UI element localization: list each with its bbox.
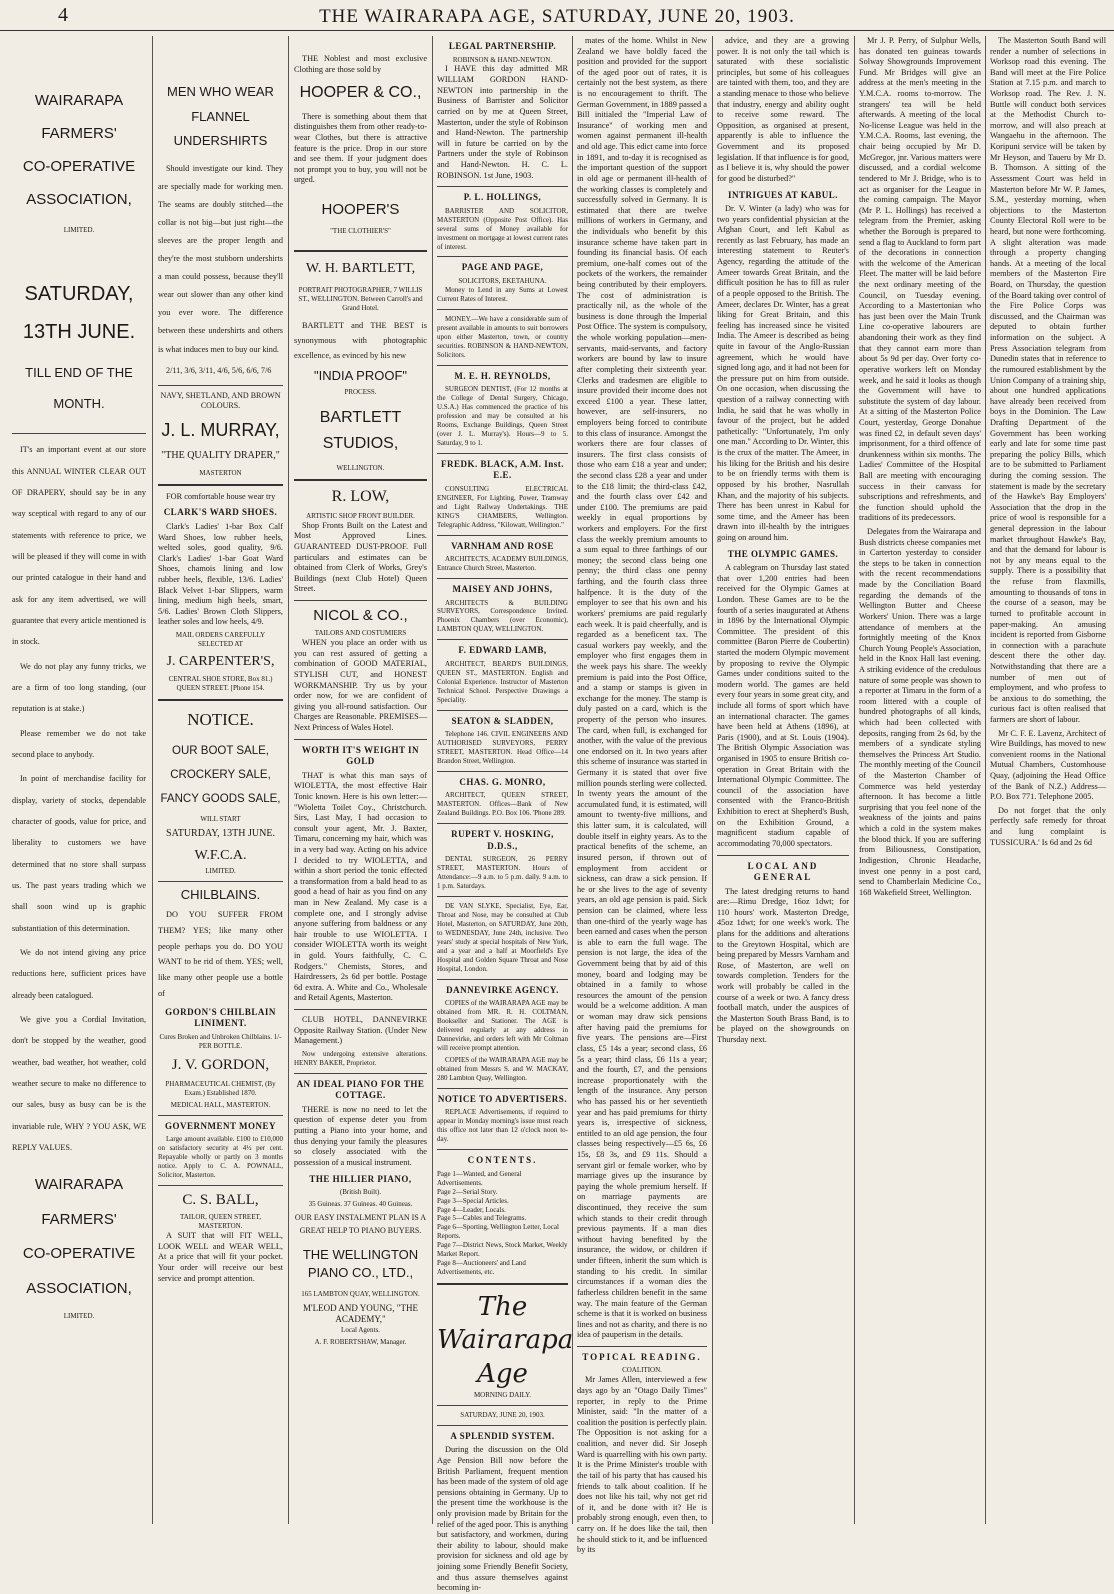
sale-date: SATURDAY, 13TH JUNE.: [22, 282, 136, 343]
leader-title: A SPLENDID SYSTEM.: [450, 1430, 555, 1441]
page-number: 4: [58, 4, 68, 26]
carpenter-firm: J. CARPENTER'S,: [166, 654, 275, 669]
limited-label: LIMITED.: [63, 226, 95, 234]
column-3-ads: THE Noblest and most exclusive Clothing are those sold by HOOPER & CO., There is something about them that distinguishes them from other ready-to-wear Clothes, but there is attractive feature is the price. Drop in our store and see them. If your judgment does not prompt you to buy, you will not be urged. HOOPER'S "THE CLOTHIER'S" W. H. BARTLETT, PORTRAIT PHOTOGRAPHER, 7 WILLIS ST., WELLINGTON. Between Carroll's and Grand Hotel. BARTLETT and THE BEST is synonymous with photographic excellence, as evinced by his new "INDIA PROOF" PROCESS. BARTLETT STUDIOS, WELLINGTON. R. LOW, ARTISTIC SHOP FRONT BUILDER. Shop Fronts Built on the Latest and Most Approved Lines. GUARANTEED DUST-PROOF. Full particulars and estimates can be obtained from Clerk of Works, Grey's Buildings (next Club Hotel) Queen Street. NICOL & CO., TAILORS AND COSTUMIERS WHEN you place an order with us you can rest assured of getting a combination of GOOD MATERIAL, STYLISH CUT, and HONEST WORKMANSHIP. Try us by your order now, for we are confident of giving you all-round satisfaction. Our Charges are Reasonable. PREMISES—Next Princess of Wales Hotel. WORTH IT'S WEIGHT IN GOLD THAT is what this man says of WIOLETTA, the most effective Hair Tonic known. Here is his own letter:— "Wioletta Toilet Coy., Christchurch. Sirs, Last May, I had occasion to consult your agent, Mr. J. Baxter, Timaru, concerning my hair, which was in a very bad way. Acting on his advice I decided to try WIOLETTA, and within a short period the tonic effected a transformation from a bald head to as good a head of hair as you find on any man in New Zealand. My case is a complete one, and I strongly advise anyone suffering from baldness or any hair trouble to use WIOLETTA. I consider WIOLETTA worth its weight in gold. Yours faithfully, C. C. Rodgers." Chemists, Stores, and Hairdressers, 2s 6d per bottle. Postage 6d extra. A. White and Co., Wholesale and Retail Agents, Masterton. CLUB HOTEL, DANNEVIRKE Opposite Railway Station. (Under New Management.) Now undergoing extensive alterations. HENRY BAKER, Proprietor. AN IDEAL PIANO FOR THE COTTAGE. THERE is now no need to let the question of expense deter you from putting a Piano into your home, and thus denying your family the pleasures so closely associated with the possession of a musical instrument. THE HILLIER PIANO, (British Built). 35 Guineas. 37 Guineas. 40 Guineas. OUR EASY INSTALMENT PLAN IS A GREAT HELP TO PIANO BUYERS. THE WELLINGTON PIANO CO., LTD., 165 LAMBTON QUAY, WELLINGTON. M'LEOD AND YOUNG, "THE ACADEMY," Local Agents. A. F. ROBERTSHAW, Manager.: [294, 54, 427, 1346]
undershirts-title: MEN WHO WEAR FLANNEL UNDERSHIRTS: [167, 84, 274, 149]
clarks-shoes-title: CLARK'S WARD SHOES.: [163, 507, 278, 518]
newspaper-title: THE WAIRARAPA AGE, SATURDAY, JUNE 20, 1903.: [319, 6, 795, 27]
paper-nameplate: The Wairarapa Age: [437, 1292, 574, 1389]
olympic-title: THE OLYMPIC GAMES.: [727, 548, 839, 559]
list-item: Page 4—Leader, Locals.: [437, 1205, 506, 1214]
undershirts-body: Should investigate our kind. They are specially made for working men. The seams are doubly stitched—the collar is not big—but just right—the sleeves are the proper length and they're the most stubborn undershirts a man could possess, because they'll wear out slower than any other kind you ever wore. The difference between these undershirts and others is what induces men to buy our kind. 2/11, 3/6, 3/11, 4/6, 5/6, 6/6, 7/6: [158, 164, 283, 375]
gordon-firm: J. V. GORDON,: [171, 1056, 270, 1073]
bartlett-firm: W. H. BARTLETT,: [305, 261, 416, 277]
murray-firm: J. L. MURRAY,: [161, 420, 280, 441]
list-item: Page 5—Cables and Telegrams.: [437, 1214, 527, 1223]
column-rule: [985, 36, 986, 1524]
column-rule: [152, 36, 153, 1524]
pension-article: mates of the home. Whilst in New Zealand we have boldly faced the position and provided for the support of the aged poor out of rates, it is certainly not the best system, as there is no encouragement to thrift. The German Government, in 1889 passed a Bill initialed the "Imperial Law of Insurance" of working men and women against permanent ill-health and old age. This edict came into force in 1891, and to-day it is recognised as the important question of the support in old age or permanent ill-health of the working classes is completely and successfully solved in Germany. It is estimated that there are twelve millions of workers in Germany, and the individuals who benefit by this insurance scheme have taken part in founding its financial basis. Of each premium, one-half comes out of the pockets of the workers, the remainder being contributed by their employers. The cost of administration is practically nil, as the whole of the business is done through the Imperial Post Office. The system is compulsory, the whole working population—men-servants, maid-servants, and factory workers are bound by law to insure after completing their sixteenth year. Clerks and tradesmen are eligible to insure provided their income does not exceed £100 a year. These latter, however, are self-insurers, no employers being forced to contribute to this class of insurance. Amongst the workers there are four classes of insurers. The first class consists of those who earn £18 a year and under; the second class £28 a year and under to the £18 limit; the third-class £42, and the fourth class over £42 and under £100. The premiums are paid weekly in equal proportions by workers and employers. For the first class the weekly premium amounts to a sum equal to three farthings of our money; the second class being one penny; the third class one penny farthing, and the fourth class three halfpence. It is the duty of the employer to see that his own and his workers' premiums are paid regularly each week. It is paid cheerfully, and is regarded as a beneficent tax. The casual workers pay weekly, and the employer who first engages them in the week pays his share. The weekly premium is paid into the Post Office, and a stamp or stamps is given in exchange for the money. The stamp is duly pasted on a card, which is the property of the person who insures. The card, when full, is exchanged for another, with the value of the previous one endorsed on it. In two years after this scheme of insurance was started in Germany it is stated that over five million pounds sterling were collected. In twenty years the amount of the accumulated fund, it is estimated, will amount to twenty-five millions, and this latter sum, it is calculated, will double itself in eighty years. As to the practical benefits of the scheme, an insured person, if thrown out of employment from accident or sickness, can draw a sick pension. If he or she lives to the age of seventy years, an old age pension is paid. Sick pension can be claimed, where less than one-third of the yearly wage has been earned and cases when the person is able to earn the full wage. The pension is not large, the idea of the Government being that by aid of this money, board and lodging may be obtained in a family to whose resources the amount of the pension would be a welcome addition. A man or woman may draw sick pensions after having paid the premiums for five years. The pensions are—First class, £5 14s a year; second class, £6 5s a year; third class, £6 11s a year; and the fourth, £7, and the pensions increase proportionately with the length of the insurance. Any person who has passed his or her seventieth year and has paid premiums for thirty years is, irrespective of sickness, entitled to an old age pension, the four classes being respectively—£5 6s, £6 15s, £8 3s, and £9 11s. Should a servant girl or female worker, who by marriage gives up the insurance by paying the whole premium herself. If on marriage payments are discontinued, they receive the sum which stands to their credit through previous payments. If a man dies without having benefited by the insurance, the widow, or children if under fifteen, inherit the sum which is standing to his credit. In similar circumstances if a woman dies the fatherless children benefit in the same way. The main feature of the German scheme is that it is worked on business lines and not as charity, and there is no idea of pauperism in the details.: [577, 36, 707, 1340]
column-6-article: advice, and they are a growing power. It is not only the tail which is saturated with these socialistic principles, but some of his colleagues are tainted with them, too, and they are a standing menace to those who believe that industry, energy and ability ought to receive some reward. The Opposition, as organised at present, apparently is able to influence the Government and its proposed legislation. If that influence is for good, as I believe it is, why should the power for good be disturbed?" INTRIGUES AT KABUL. Dr. V. Winter (a lady) who was for two years confidential physician at the Afghan Court, and left Kabul as recently as last February, has made an interesting statement to Reuter's Agency, regarding the attitude of the Ameer towards Great Britain, and the difficult position he has to fill as ruler of a people opposed to the British. The Ameer, declares Dr. Winter, has a great liking for Great Britain, and this feeling has increased since he visited India. The Ameer is described as being quite in favour of the Anglo-Russian agreement, which he would have signed long ago, and it had not been for the pressure put on him from outside. On one occasion, when discussing the question of a railway connecting with India, he said that he was wholly in favour of the project, but he added pathetically: "Unfortunately, I'm only one man." According to Dr. Winter, this is the crux of the matter. The Ameer, in his liking for the British and his desire to be on friendly terms with them is opposed by his brother, Nasrullah Khan, and the majority of his subjects. There has been unrest in Kabul for some time, and the Ameer has been drawn into ill-health by the intrigues going on around him. THE OLYMPIC GAMES. A cablegram on Thursday last stated that over 1,200 entries had been received for the Olympic Games at London. These Games are to be the fourth of a series inaugurated at Athens in 1896 by the International Olympic Committee. The president of this committee (Baron Pierre de Coubertin) started the modern Olympic movement by proposing to revive the Olympic Games under conditions suited to the modern world. The games are held every four years in some great city, and include all forms of sport which have an international character. The games have been held at Athens (1896), at Paris (1900), and at St. Louis (1904). The British Olympic Association was organised in 1905 to ensure British co-operation in Great Britain with the International Olympic Committee. The council of the association have consented with the Franco-British Exhibition to erect at Shepherd's Bush, on the Exhibition Ground, a magnificent stadium capable of accommodating 70,000 spectators. LOCAL AND GENERAL The latest dredging returns to hand are:—Rimu Dredge, 16oz 1dwt; for 110 hours' work. Masterton Dredge, 45oz 1dwt; for one week's work. The plans for the additions and alterations to the Greytown Hospital, which are being prepared by Messrs Varnham and Rose, of Masterton, are well on towards completion. Tenders for the work will probably be called in the course of a week or two. A fancy dress football match, under the auspices of the Masterton South Brass Band, is to be played on the showgrounds on Thursday next.: [717, 36, 849, 1045]
column-rule: [712, 36, 713, 1524]
column-rule: [572, 36, 573, 1524]
contents-list: [437, 1170, 568, 1277]
org-line: FARMERS': [41, 125, 117, 142]
chilblains-title: CHILBLAINS.: [180, 886, 261, 902]
column-4-notices: LEGAL PARTNERSHIP. ROBINSON & HAND-NEWTON. I HAVE this day admitted MR WILLIAM GORDON HAND-NEWTON into partnership in the Business of Barrister and Solicitor carried on by me at Queen Street, Masterton, under the style of Robinson and Hand-Newton. The partnership will in future be carried on by the Partners under the style of Robinson and Hand-Newton. H. C. L. ROBINSON. 1st June, 1903. P. L. HOLLINGS, BARRISTER AND SOLICITOR, MASTERTON (Opposite Post Office). Has several sums of Money available for investment on mortgage at lowest current rates of interest. PAGE AND PAGE, SOLICITORS, EKETAHUNA. Money to Lend in any Sums at Lowest Current Rates of Interest. MONEY.—We have a considerable sum of present available in amounts to suit borrowers upon either Masterton, town, or country securities. ROBINSON & HAND-NEWTON, Solicitors. M. E. H. REYNOLDS, SURGEON DENTIST, (For 12 months at the College of Dental Surgery, Chicago, U.S.A.) Has commenced the practice of his profession and may be consulted at his Rooms, Exchange Buildings, Queen Street (over J. L. Murray's). Hours—9 to 5. Saturday, 9 to 1. FREDK. BLACK, A.M. Inst. E.E. CONSULTING ELECTRICAL ENGINEER, For Lighting, Power, Tramway and Light Railway Undertakings. THE KING'S CHAMBERS, Wellington. Telegraphic Address, "Kilowatt, Wellington." VARNHAM AND ROSE ARCHITECTS, ACADEMY BUILDINGS, Entrance Church Street, Masterton. MAISEY AND JOHNS, ARCHITECTS & BUILDING SURVEYORS, Correspondence Invited. Phoenix Chambers (over Economic), LAMBTON QUAY, WELLINGTON. F. EDWARD LAMB, ARCHITECT, BEARD'S BUILDINGS, QUEEN ST., MASTERTON. English and Colonial Experience. Instructor of Masterton Technical School. Perspective Drawings a Speciality. SEATON & SLADDEN, Telephone 146. CIVIL ENGINEERS AND AUTHORISED SURVEYORS, PERRY STREET, MASTERTON. Head Office—14 Brandon Street, Wellington. CHAS. G. MONRO, ARCHITECT, QUEEN STREET, MASTERTON. Offices—Bank of New Zealand Buildings. P.O. Box 106. 'Phone 289. RUPERT V. HOSKING, D.D.S., DENTAL SURGEON, 26 PERRY STREET, MASTERTON. Hours of Attendance:—9 a.m. to 5 p.m. daily. 9 a.m. to 1 p.m. Saturdays. DE VAN SLYKE, Specialist, Eye, Ear, Throat and Nose, may be consulted at Club Hotel, Masterton, on SATURDAY, June 20th, to WEDNESDAY, June 24th, inclusive. Two years' study at special hospitals of New York, and a year and a half at Moorfield's Eye Hospital and Golden Square Throat and Nose Hospital, London. DANNEVIRKE AGENCY. COPIES of the WAIRARAPA AGE may be obtained from MR. R. H. COLTMAN, Bookseller and Stationer. The AGE is delivered regularly at any address in Dannevirke, and orders left with Mr Coltman will receive prompt attention. COPIES of the WAIRARAPA AGE may be obtained from Messrs S. and W. MACKAY, 280 Lambton Quay, Wellington. NOTICE TO ADVERTISERS. REPLACE Advertisements, if required to appear in Monday morning's issue must reach this office not later than 12 o'clock noon to-day. CONTENTS. Page 1—Wanted, and General Advertisements. Page 2—Serial Story. Page 3—Special Articles. Page 4—Leader, Locals. Page 5—Cables and Telegrams. Page 6—Sporting, Wellington Letter, Local Reports. Page 7—District News, Stock Market, Weekly Market Report. Page 8—Auctioneers' and Land Advertisements, etc. The Wairarapa Age MORNING DAILY. SATURDAY, JUNE 20, 1903. A SPLENDID SYSTEM. During the discussion on the Old Age Pension Bill now before the British Parliament, frequent mention has been made of the system of old age pensions obtaining in Germany. Up to the present time the workhouse is the only provision made by Britain for the relief of the aged poor. This is anything but satisfactory, and workmen, during their ability to labour, should make provision for sickness and old age by joining some Friendly Benefit Society, and thus assure themselves against becoming in-: [437, 41, 574, 1593]
wfca-body: IT's an important event at our store this ANNUAL WINTER CLEAR OUT OF DRAPERY, should say be in any way sceptical with regard to any of our statements with reference to price, we will be pleased if they will come in with our printed catalogue in their hand and ask for any item advertised, we will guarantee that every article mentioned is in stock. We do not play any funny tricks, we are a firm of too long standing, (our reputation is at stake.) Please remember we do not take second place to anybody. In point of merchandise facility for display, variety of stocks, dependable character of goods, value for price, and liberality to customers we have determined that no store shall surpass us. The past years trading which we shall soon wind up is graphic substantiation of this determination. We do not intend giving any price reductions here, sufficient prices have already been catalogued. We give you a Cordial Invitation, don't be stopped by the weather, good weather, bad weather, hot weather, cold weather secure to make no difference to our sales, busy as busy can be is the invariable rule, WHY ? YOU ASK, WE REPLY VALUES.: [12, 445, 146, 1152]
hooper-firm: HOOPER & CO.,: [299, 84, 422, 102]
org-line: ASSOCIATION,: [26, 191, 132, 208]
list-item: Page 7—District News, Stock Market, Weekly Market Report.: [437, 1241, 568, 1259]
column-1-wfca-ad: WAIRARAPA FARMERS' CO-OPERATIVE ASSOCIATION, LIMITED. SATURDAY, 13TH JUNE. TILL END OF THE MONTH. IT's an important event at our store this ANNUAL WINTER CLEAR OUT OF DRAPERY, should say be in any way sceptical with regard to any of our statements with reference to price, we will be pleased if they will come in with our printed catalogue in their hand and ask for any item advertised, we will guarantee that every article mentioned is in stock. We do not play any funny tricks, we are a firm of too long standing, (our reputation is at stake.) Please remember we do not take second place to anybody. In point of merchandise facility for display, variety of stocks, dependable character of goods, value for price, and liberality to customers we have determined that no store shall surpass us. The past years trading which we shall soon wind up is graphic substantiation of this determination. We do not intend giving any price reductions here, sufficient prices have already been catalogued. We give you a Cordial Invitation, don't be stopped by the weather, good weather, bad weather, hot weather, cold weather secure to make no difference to our sales, busy as busy can be is the invariable rule, WHY ? YOU ASK, WE REPLY VALUES. WAIRARAPA FARMERS' CO-OPERATIVE ASSOCIATION, LIMITED.: [12, 36, 146, 1526]
list-item: Page 2—Serial Story.: [437, 1187, 498, 1196]
local-general-title: LOCAL AND GENERAL: [747, 860, 819, 883]
column-7-locals: Mr J. P. Perry, of Sulphur Wells, has donated ten guineas towards Solway Showgrounds Improvement Fund. Mr Bridges will give an address at the men's meeting in the Y.M.C.A. rooms to-morrow. The strangers' tea will be held afterwards. A meeting of the local No-license League was held in the Y.M.C.A. Rooms, last evening, the chair being occupied by Mr D. McGregor, jnr. Various matters were discussed, and a cordial welcome tendered to Mr J. Bridge, who is to act as organiser for the League in the coming campaign. The Mayor (Mr P. L. Hollings) has received a telegram from the Premier, asking whether the Borough is prepared to send a flag to Auckland to form part of the decorations in connection with the welcome of the American Fleet. The matter will be laid before the next ordinary meeting of the Council, on Tuesday evening. According to a Mastertonian who has just been over the Main Trunk Line co-operative labourers are abandoning their work as they find that they cannot earn more than about 5s 9d per day. Over forty co-operative workers left on Monday week, and he said it looks as though the Government will have to substitute the system of day labour. At a sitting of the Masterton Police Court, yesterday, George Donahue was fined £2, in default seven days' imprisonment, for a third offence of drunkenness within six months. The Ladies' Committee of the Hospital Ball are meeting with encouraging success in their canvass for subscriptions and refreshments, and the function should uphold the traditions of its predecessors. Delegates from the Wairarapa and Bush districts cheese companies met in Carterton yesterday to consider the steps to be taken in connection with the recent recommendations made by the Conciliation Board regarding the demands of the Wellington Butter and Cheese Workers' Union. There was a large attendance of members at the fortnightly meeting of the Knox Church Young People's Association, held in the Knox Hall last evening. A striking evidence of the credulous nature of some people was shown to a reporter at Timaru in the form of a room littered with a couple of hundred photographs of all kinds, which had been collected with deposits, ranging from 2s 6d, by the members of a syndicate styling themselves the Princess Art Studio. The monthly meeting of the Council of the Masterton Chamber of Commerce was held yesterday afternoon. It has become a little surprising that you feel none of the weakness of the joints and pains which a cold in the system makes the blood thick. If you are suffering from Biliousness, Constipation, Indigestion, Chronic Headache, invest one penny in a post card, send to Chamberlain Medicine Co., 168 Wakefield Street, Wellington.: [859, 36, 981, 897]
column-8-locals: The Masterton South Band will render a number of selections in Worksop road this evening. The Band will meet at the Fire Police Station at 7.15 p.m. and march to Worksop road. The Rev. J. N. Buttle will conduct both services at the Methodist Church to-morrow, and will also preach at Wangaehu in the afternoon. The Koripuni service will be taken by Mr Heyson, and Taueru by Mr D. B. Thomson. A sitting of the Assessment Court was held in Masterton before Mr W. P. James, S.M., yesterday morning, when objections to the Masterton County Electoral Roll were to be heard, but none were forthcoming. A slight alteration was made through a property changing hands. At a meeting of the local members of the Masterton Fire Board, on Thursday, the question of the Board taking over control of the Fire Police Corps was discussed, and the Chairman was deputed to obtain further information on the subject. A Press Association telegram from Dunedin states that in reference to the rumoured establishment by the Union Company of a training ship, about one hundred applications have already been received from boys in the Dominion. The Law Drafting Department of the Government has been working early and late for some time past preparing the policy Bills, which are to be submitted to Parliament during the coming session. The statement is made by the secretary of the Hawke's Bay Employers' Association that the drop in the price of wool is responsible for a general depression in the labour market throughout Hawke's Bay, and that the demand for labour is not by any means equal to the supply. There is a possibility that the refuse from flaxmills, amounting to thousands of tons in the course of a season, may be turned to profitable account in paper-making. An amusing incident is reported from Gisborne in connection with a parachute descent there the other day. Notwithstanding that there are a number of men out of employment, and who profess to be anxious to do something, the curious fact is often realised that farmers are short of labour. Mr C. F. E. Lavenz, Architect of Wire Buildings, has moved to new convenient rooms in the National Mutual Chambers, Customhouse Quay, (adjoining the Head Office of the Bank of N.Z.) Address—P.O. Box 771. Telephone 2005. Do not forget that the only perfectly safe remedy for throat and lung complaint is TUSSICURA.' Is 6d and 2s 6d: [990, 36, 1106, 847]
kabul-title: INTRIGUES AT KABUL.: [728, 189, 838, 200]
list-item: Page 8—Auctioneers' and Land Advertisements, etc.: [437, 1259, 526, 1277]
legal-partnership-title: LEGAL PARTNERSHIP.: [448, 41, 557, 51]
org-line: CO-OPERATIVE: [22, 158, 136, 175]
list-item: Page 6—Sporting, Wellington Letter, Local Reports.: [437, 1223, 559, 1241]
notice-title: NOTICE.: [187, 709, 254, 729]
wfca-footer: WAIRARAPA FARMERS' CO-OPERATIVE ASSOCIATION,: [22, 1176, 136, 1297]
hillier-piano: THE HILLIER PIANO,: [309, 1173, 412, 1184]
masthead: [0, 0, 1114, 31]
column-rule: [432, 36, 433, 1524]
wfca-header: [12, 84, 146, 216]
column-2-ads: MEN WHO WEAR FLANNEL UNDERSHIRTS Should investigate our kind. They are specially made for working men. The seams are doubly stitched—the collar is not big—but just right—the sleeves are the proper length and they're the most stubborn undershirts a man could possess, because they'll wear out slower than any other kind you ever wore. The difference between these undershirts and others is what induces men to buy our kind. 2/11, 3/6, 3/11, 4/6, 5/6, 6/6, 7/6 NAVY, SHETLAND, AND BROWN COLOURS. J. L. MURRAY, "THE QUALITY DRAPER," MASTERTON FOR comfortable house wear try CLARK'S WARD SHOES. Clark's Ladies' 1-bar Box Calf Ward Shoes, low rubber heels, welted soles, good quality, 9/6. Clark's Ladies' 1-bar Goat Ward Shoes, chamois lining and low rubber heels, flexible, 13/6. Ladies' Black Velvet 1-bar Slippers, warm lining, medium high heels, smart, 5/6. Ladies' Brown Cloth Slippers, leather soles and low heels, 4/9. MAIL ORDERS CAREFULLY SELECTED AT J. CARPENTER'S, CENTRAL SHOE STORE, Box 81.) QUEEN STREET. [Phone 154. NOTICE. OUR BOOT SALE, CROCKERY SALE, FANCY GOODS SALE, WILL START SATURDAY, 13TH JUNE. W.F.C.A. LIMITED. CHILBLAINS. DO YOU SUFFER FROM THEM? YES; like many other people perhaps you do. DO YOU WANT to be rid of them. YES; well, like many other people use a bottle of GORDON'S CHILBLAIN LINIMENT. Cures Broken and Unbroken Chilblains. 1/- PER BOTTLE. J. V. GORDON, PHARMACEUTICAL CHEMIST, (By Exam.) Established 1870. MEDICAL HALL, MASTERTON. GOVERNMENT MONEY Large amount available. £100 to £10,000 on satisfactory security at 4½ per cent. Repayable wholly or partly on 3 months notice. Apply to C. A. POWNALL, Solicitor, Masterton. C. S. BALL, TAILOR, QUEEN STREET, MASTERTON. A SUIT that will FIT WELL, LOOK WELL and WEAR WELL, At a price that will fit your pocket. Your order will receive our best service and prompt attention.: [158, 36, 283, 1526]
wioletta-title: WORTH IT'S WEIGHT IN GOLD: [301, 744, 420, 767]
low-firm: R. LOW,: [331, 488, 390, 506]
topical-reading-title: TOPICAL READING.: [582, 1351, 702, 1362]
ball-firm: C. S. BALL,: [182, 1191, 259, 1208]
column-rule: [288, 36, 289, 1524]
bartlett-studios: BARTLETT STUDIOS,: [319, 409, 402, 452]
list-item: Page 1—Wanted, and General Advertisements.: [437, 1169, 522, 1187]
sale-list: OUR BOOT SALE, CROCKERY SALE, FANCY GOODS SALE,: [160, 744, 281, 805]
column-5-article: mates of the home. Whilst in New Zealand we have boldly faced the position and provided for the support of the aged poor out of rates, it is certainly not the best system, as there is no encouragement to thrift. The German Government, in 1889 passed a Bill initialed the "Imperial Law of Insurance" of working men and women against permanent ill-health and old age. This edict came into force in 1891, and to-day it is recognised as the important question of the support in old age or permanent ill-health of the working classes is completely and successfully solved in Germany. It is estimated that there are twelve millions of workers in Germany, and the individuals who benefit by this insurance scheme have taken part in founding its financial basis. Of each premium, one-half comes out of the pockets of the workers, the remainder being contributed by their employers. The cost of administration is practically nil, as the whole of the business is done through the Imperial Post Office. The system is compulsory, the whole working population—men-servants, maid-servants, and factory workers are bound by law to insure after completing their sixteenth year. Clerks and tradesmen are eligible to insure provided their income does not exceed £100 a year. These latter, however, are self-insurers, no employers being forced to contribute to this class of insurance. Amongst the workers there are four classes of insurers. The first class consists of those who earn £18 a year and under; the second class £28 a year and under to the £18 limit; the third-class £42, and the fourth class over £42 and under £100. The premiums are paid weekly in equal proportions by workers and employers. For the first class the weekly premium amounts to a sum equal to three farthings of our money; the second class being one penny; the third class one penny farthing, and the fourth class three halfpence. It is the duty of the employer to see that his own and his workers' premiums are paid regularly each week. It is paid cheerfully, and is regarded as a beneficent tax. The casual workers pay weekly, and the employer who first engages them in the week pays his share. The weekly premium is paid into the Post Office, and a stamp or stamps is given in exchange for the money. The stamp is duly pasted on a card, which is the property of the person who insures. The card, when full, is exchanged for another, with the value of the previous one endorsed on it. In two years after this scheme of insurance was started in Germany it is stated that over five million pounds sterling were collected. In twenty years the amount of the accumulated fund, it is estimated, will amount to twenty-five millions, and this latter sum, it is calculated, will double itself in eighty years. As to the practical benefits of the scheme, an insured person, if thrown out of employment from accident or sickness, can draw a sick pension. If he or she lives to the age of seventy years, an old age pension is paid. Sick pension can be claimed, where less than one-third of the yearly wage has been earned and cases when the person is able to earn the full wage. The pension is not large, the idea of the Government being that by aid of this money, board and lodging may be obtained in a family to whose resources the amount of the pension would be a welcome addition. A man or woman may draw sick pensions after having paid the premiums for five years. The pensions are—First class, £5 14s a year; second class, £6 5s a year; third class, £6 11s a year; and the fourth, £7, and the pensions increase proportionately with the length of the insurance. Any person who has passed his or her seventieth year and has paid premiums for thirty years is, irrespective of sickness, entitled to an old age pension, the four classes being respectively—£5 6s, £6 15s, £8 3s, and £9 11s. Should a servant girl or female worker, who by marriage gives up the insurance by paying the whole premium herself. If on marriage payments are discontinued, they receive the sum which stands to their credit through previous payments. If a man dies without having benefited by the insurance, the widow, or children if under fifteen, inherit the sum which is standing to his credit. In similar circumstances if a woman dies the fatherless children benefit in the same way. The main feature of the German scheme is that it is worked on business lines and not as charity, and there is no idea of pauperism in the details. TOPICAL READING. COALITION. Mr James Allen, interviewed a few days ago by an "Otago Daily Times" reporter, in reply to the Prime Minister, said: "In the matter of a coalition the position is perfectly plain. The Opposition is not asking for a coalition, and never did. Sir Joseph Ward is quarrelling with his own party. It is the Prime Minister's trouble with the tail of his party that has caused his friends to talk about coalition. If he does not like his tail, why not get rid of it, and be done with it? He is probably strong enough, even then, to carry on. If he does like the tail, then he should stick to it, and be influenced by its: [577, 36, 707, 1555]
contents-title: CONTENTS.: [467, 1155, 538, 1166]
notice-to-advertisers: NOTICE TO ADVERTISERS.: [437, 1093, 568, 1104]
wellington-piano-co: THE WELLINGTON PIANO CO., LTD.,: [302, 1246, 419, 1280]
column-rule: [854, 36, 855, 1524]
sale-period: TILL END OF THE MONTH.: [25, 364, 133, 412]
nicol-firm: NICOL & CO.,: [313, 607, 408, 625]
org-line: WAIRARAPA: [34, 92, 124, 109]
list-item: Page 3—Special Articles.: [437, 1196, 509, 1205]
